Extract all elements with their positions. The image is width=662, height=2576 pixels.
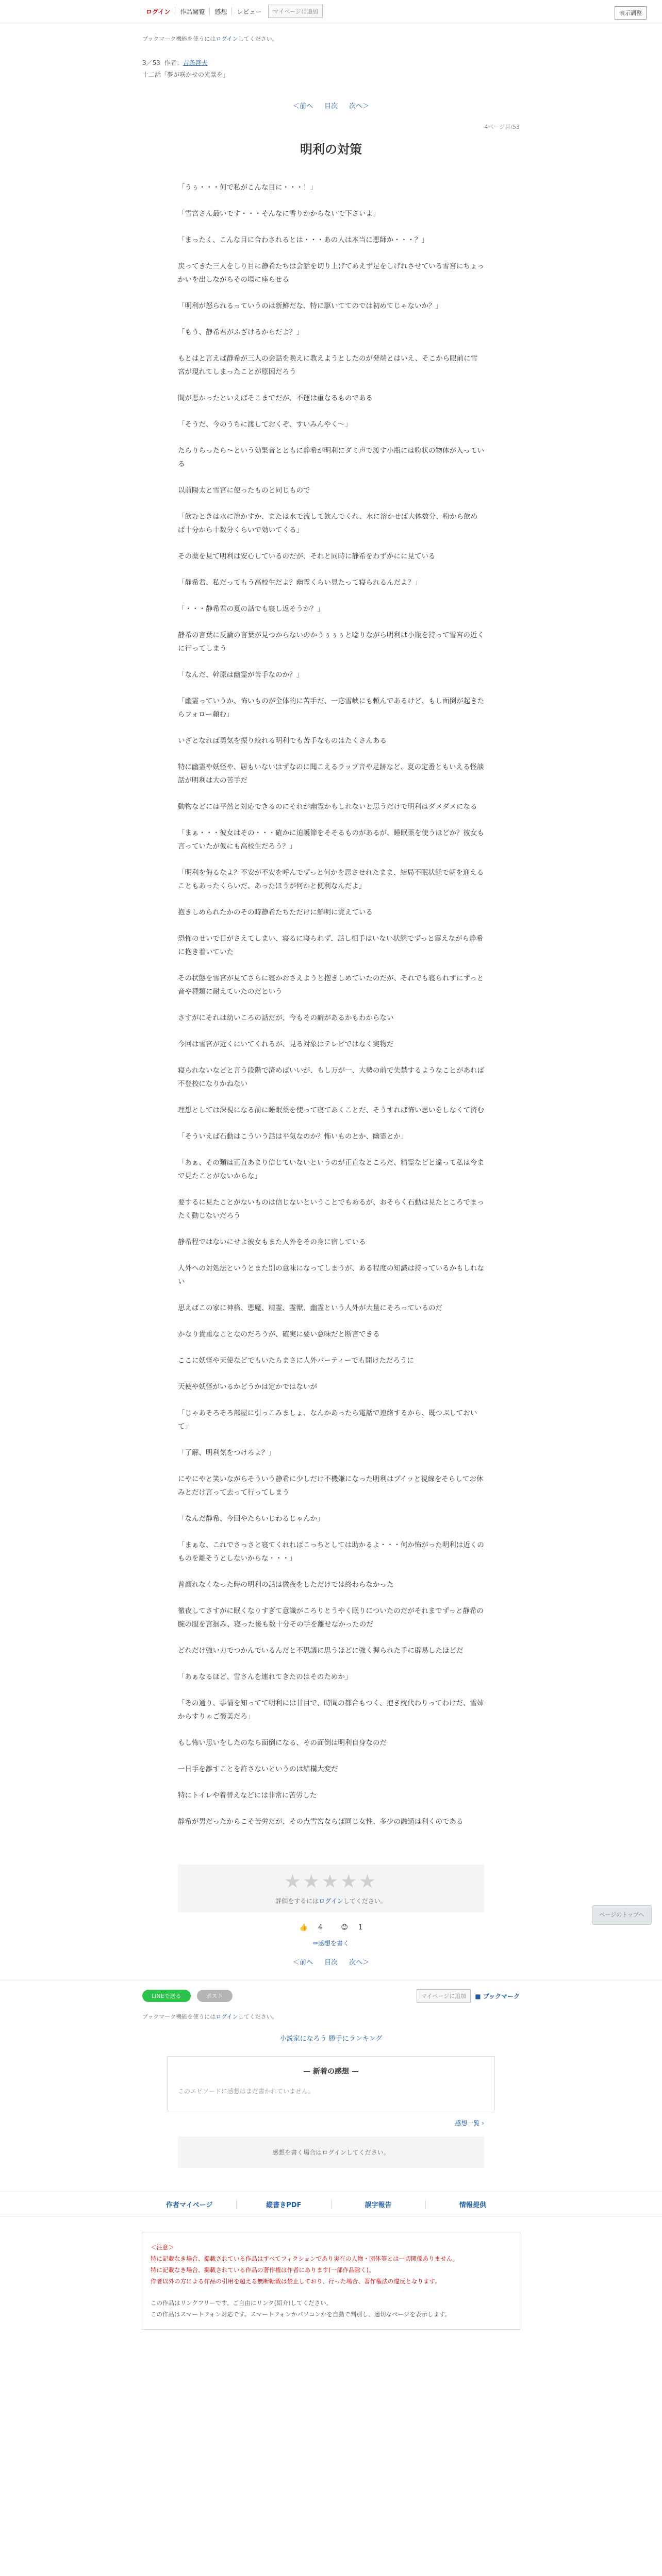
tools-bar (0, 2192, 662, 2216)
body-paragraph: 天使や妖怪がいるかどうかは定かではないが (178, 1383, 317, 1391)
nav-divider (209, 7, 210, 15)
author-link[interactable]: 吉条啓夫 (183, 59, 208, 66)
bookmark-label: ブックマーク (483, 1992, 520, 2000)
page-top-button[interactable]: ページのトップへ (592, 1905, 652, 1925)
prev-link[interactable]: ＜前へ (292, 103, 313, 110)
body-paragraph: 「了解、明利気をつけろよ？」 (178, 1449, 275, 1457)
body-paragraph: 「まぁな、これでさっさと寝てくれればこっちとしては助かるよ・・・何か怖がった明利は近くのものを離そうとしないからな・・・」 (178, 1541, 484, 1563)
like-count: 4 (318, 1924, 323, 1931)
caution-note-line: この作品はスマートフォン対応です。スマートフォンかパソコンかを自動で判別し、適切なページを表示します。 (151, 2311, 451, 2318)
body-paragraph: 要するに見たことがないものは信じないということでもあるが、おそらく石動は見たところでまったく動じないだろう (178, 1198, 484, 1220)
novel-meta (142, 58, 520, 67)
body-paragraph: ここに妖怪や天使などでもいたらまさに人外パーティーでも開けただろうに (178, 1357, 414, 1365)
next-link[interactable]: 次へ＞ (349, 103, 370, 110)
notice-text: ブックマーク機能を使うには (142, 2013, 216, 2020)
body-paragraph: 「雪宮さん最いです・・・そんなに香りかからないで下さいよ」 (178, 210, 380, 218)
rating-note-text: 評価をするには (275, 1897, 319, 1905)
recent-reviews-heading: — 新着の感想 — (303, 2067, 359, 2076)
body-paragraph: 「明利が怒られるっていうのは新鮮だな、特に駆いててのでは初めてじゃないか？」 (178, 302, 442, 310)
body-paragraph: 「飲むときは水に溶かすか、または水で流して飲んでくれ、水に溶かせば大体数分、粉から飲めば十分から十数分くらいで効いてくる」 (178, 513, 478, 534)
add-to-mypage-button-bottom[interactable]: マイページに追加 (417, 1989, 471, 2003)
body-paragraph: 「まぁ・・・彼女はその・・・確かに迫護節をそそるものがあるが、睡眠薬を使うほどか？彼女も言っていたが仮にも高校生だろう？」 (178, 829, 484, 851)
body-paragraph: その薬を見て明利は安心しているのだが、それと同時に静希をわずかにに見ている (178, 552, 436, 561)
body-paragraph: 抱きしめられたかのその時静希たちただけに鮮明に覚えている (178, 908, 373, 917)
review-list-link[interactable]: 感想一覧 › (455, 2120, 484, 2127)
body-paragraph: 静希程ではないにせよ彼女もまた人外をその身に宿している (178, 1238, 366, 1246)
body-paragraph: 戻ってきた三人をしり目に静希たちは会話を切り上げてあえず足をしげれさせている雪宮にちょっかいを出しながらその場に座らせる (178, 262, 484, 284)
episode-progress: 3／53 (142, 59, 160, 66)
chapter-title: 明利の対策 (300, 142, 362, 157)
nav-divider (231, 7, 232, 15)
body-paragraph: 「幽霊っていうか、怖いものが全体的に苦手だ、一応雪峡にも頼んであるけど、もし面倒が起きたらフォロー頼む」 (178, 697, 484, 719)
thumbs-up-icon: 👍 (299, 1924, 308, 1931)
chapter-subtitle: 十二話「夢が咲かせの光景を」 (142, 71, 229, 78)
smile-count: 1 (358, 1924, 363, 1931)
rating-note-text: してください。 (343, 1897, 387, 1905)
bookmark-button[interactable] (475, 1992, 520, 2001)
smile-icon: 😊 (341, 1924, 348, 1931)
caution-line: 作者以外の方による作品の引用を超える無断転載は禁止しており、行った場合、著作権法の違反となります。 (151, 2278, 441, 2285)
works-link[interactable]: 作品閲覧 (180, 8, 205, 15)
notice-login-link-bottom[interactable]: ログイン (216, 2013, 238, 2020)
body-paragraph: 人外への対処法というとまた別の意味になってしまうが、ある程度の知識は持っているかもしれない (178, 1264, 484, 1286)
author-mypage-link[interactable]: 作者マイページ (166, 2201, 213, 2209)
body-paragraph: 特に幽霊や妖怪や、居もいないはずなのに聞こえるラップ音や足跡など、夏の定番ともいえる怪談話が明利は大の苦手だ (178, 763, 484, 785)
body-paragraph: 「うぅ・・・何で私がこんな目に・・・！」 (178, 183, 317, 192)
body-paragraph: もとはと言えば静希が三人の会話を晩えに教えようとしたのが発端とはいえ、そこから眼前に雪宮が現れてしまったことが原因だろう (178, 354, 478, 376)
caution-box (142, 2232, 520, 2330)
caution-note (151, 2297, 511, 2320)
body-paragraph: 「その通り、事情を知ってて明利には甘目で、時間の都合もつく、抱き枕代わりってわけだ、雪姉からすりゃご褒美だろ」 (178, 1699, 484, 1721)
top-navigation (0, 0, 662, 23)
body-paragraph: 普顔れなくなった時の明利の話は微夜をしただけでは終わらなかった (178, 1581, 394, 1589)
notice-text: してください。 (238, 36, 278, 42)
post-share-button[interactable]: ポスト (197, 1990, 233, 2002)
caution-line: 特に記載なき場合、掲載されている作品はすべてフィクションであり実在の人物・団体等とは一切関係ありません。 (151, 2255, 459, 2262)
body-paragraph: 「静希君、私だってもう高校生だよ？幽霊くらい見たって寝られるんだよ？」 (178, 579, 422, 587)
body-paragraph: にやにやと笑いながらそういう静希に少しだけ不機嫌になった明利はプイッと視線をそらしてお休みとだけ言って去って行ってしまう (178, 1475, 484, 1497)
body-paragraph: 特にトイレや着替えなどには非常に苦労した (178, 1791, 317, 1800)
novel-body (178, 181, 484, 1828)
body-paragraph: 「なんだ静希、今回やたらいじわるじゃんか」 (178, 1515, 324, 1523)
ranking-link[interactable]: 小説家になろう 勝手にランキング (279, 2035, 383, 2043)
bookmark-icon: ■ (475, 1992, 481, 2000)
body-paragraph: さすがにそれは幼いころの話だが、今もその癖があるかもわからない (178, 1014, 394, 1022)
body-paragraph: 動物などには平然と対応できるのにそれが幽霊かもしれないと思うだけで明利はダメダメになる (178, 803, 477, 811)
body-paragraph: 間が悪かったといえばそこまでだが、不運は重なるものである (178, 394, 373, 402)
body-paragraph: 「なんだ、幹原は幽霊が苦手なのか？」 (178, 671, 303, 679)
typo-report-link[interactable]: 誤字報告 (331, 2199, 425, 2209)
body-paragraph: 「まったく、こんな目に合わされるとは・・・あの人は本当に悪師か・・・？」 (178, 236, 428, 244)
display-settings-button[interactable]: 表示調整 (615, 6, 647, 20)
prev-link-bottom[interactable]: ＜前へ (292, 1959, 313, 1967)
smile-reaction[interactable] (337, 1924, 367, 1931)
caution-title: ＜注意＞ (151, 2244, 174, 2251)
login-link[interactable]: ログイン (146, 8, 171, 15)
body-paragraph: かなり貴重なことなのだろうが、確実に要い意味だと断言できる (178, 1330, 380, 1338)
caution-note-line: この作品はリンクフリーです。ご自由にリンク(紹介)してください。 (151, 2299, 333, 2307)
reviews-link[interactable]: レビュー (237, 8, 262, 15)
episode-pager (142, 100, 520, 110)
body-paragraph: その状態を雪宮が見てさらに寝かおさえようと抱きしめていたのだが、それでも寝られずにずっと音や種類に耐えていたのだという (178, 974, 484, 996)
body-paragraph: 以前陽太と雪宮に使ったものと同じもので (178, 486, 310, 495)
body-paragraph: 「じゃあそろそろ部屋に引っこみましょ、なんかあったら電話で連絡するから、既つぶしておいて」 (178, 1409, 477, 1431)
chapter-number: 4ページ目/53 (484, 124, 520, 130)
body-paragraph: 徹夜してさすがに眠くなりすぎて意識がころりとうやく眠りについたのだがそれまでずっと静希の腕の服を言掴み、寝った後も数十分その手を離せなかったのだ (178, 1607, 484, 1629)
body-paragraph: 「あぁ、その類は正直あまり信じていないというのが正直なところだ、精霊などと違って私は今まで見たことがないからな」 (178, 1159, 484, 1180)
toc-link[interactable]: 目次 (324, 103, 338, 110)
write-review-link[interactable]: ✏感想を書く (312, 1940, 350, 1947)
body-paragraph: 一日手を離すことを許さないというのは結構大変だ (178, 1765, 338, 1773)
add-to-mypage-button[interactable]: マイページに追加 (268, 5, 323, 18)
body-paragraph: 「あぁなるほど、雪さんを連れてきたのはそのためか」 (178, 1673, 352, 1681)
body-paragraph: 静希の言葉に反論の言葉が見つからないのかうぅぅぅと唸りながら明利は小瓶を持って雪宮の近くに行ってしまう (178, 631, 484, 653)
caution-line: 特に記載なき場合、掲載されている作品の著作権は作者にあります(一部作品除く)。 (151, 2266, 375, 2274)
body-paragraph: 寝られないなどと言う段階で済めばいいが、もし万が一、大勢の前で失禁するようなことがあれば不登校になりかねない (178, 1066, 484, 1088)
body-paragraph: 恐怖のせいで目がさえてしまい、寝るに寝られず、話し相手はいない状態でずっと震えながら静希に抱き着いていた (178, 935, 484, 956)
info-report-link[interactable]: 情報提供 (425, 2199, 520, 2209)
rating-login-link[interactable]: ログイン (319, 1897, 343, 1905)
share-bar (0, 1980, 662, 2002)
thumbs-up-reaction[interactable] (295, 1924, 327, 1931)
body-paragraph: 今回は雪宮が近くにいてくれるが、見る対象はテレビではなく実物だ (178, 1040, 394, 1048)
reactions (0, 1924, 662, 1931)
body-paragraph: 静希が男だったからこそ苦労だが、その点雪宮ならば同じ女性、多少の融通は利くのである (178, 1818, 464, 1826)
body-paragraph: 「もう、静希君がふざけるからだよ？」 (178, 328, 303, 336)
recent-reviews-box (167, 2056, 495, 2111)
body-paragraph: 「そういえば石動はこういう話は平気なのか？怖いものとか、幽霊とか」 (178, 1132, 408, 1141)
rating-note (178, 1896, 484, 1905)
body-paragraph: もし怖い思いをしたのなら面倒になる、その面倒は明利自身なのだ (178, 1739, 387, 1747)
body-paragraph: たらりらったら〜という効果音とともに静希が明利にダミ声で渡す小瓶には粉状の物体が入っている (178, 447, 484, 468)
body-paragraph: 理想としては深視になる前に睡眠薬を使って寝てあくことだ、そうすれば怖い思いをしなくて済む (178, 1106, 484, 1114)
notice-text: してください。 (238, 2013, 278, 2020)
star-rating[interactable]: ★★★★★ (284, 1871, 378, 1892)
bookmark-notice-bottom (142, 2012, 520, 2021)
line-share-button[interactable]: LINEで送る (142, 1990, 191, 2002)
body-paragraph: 「そうだ、今のうちに渡しておくぞ、すいみんやく〜」 (178, 420, 352, 429)
notice-text: ブックマーク機能を使うには (142, 36, 216, 42)
impressions-link[interactable]: 感想 (214, 8, 227, 15)
no-reviews-text: このエピソードに感想はまだ書かれていません。 (178, 2088, 315, 2095)
episode-pager-bottom (0, 1957, 662, 1967)
bookmark-notice (142, 35, 520, 43)
next-link-bottom[interactable]: 次へ＞ (349, 1959, 370, 1967)
review-login-note: 感想を書く場合はログインしてください。 (178, 2137, 484, 2168)
vertical-pdf-link[interactable]: 縦書きPDF (236, 2199, 330, 2209)
body-paragraph: いざとなれば勇気を振り絞れる明利でも苦手なものはたくさんある (178, 737, 387, 745)
rating-box (178, 1865, 484, 1912)
body-paragraph: 「明利を侮るなよ？不安が不安を呼んでずっと何かを思させれたまま、結局不眠状態で朝を迎えることもあったくらいだ、あったほうが何かと便利なんだよ」 (178, 869, 484, 890)
body-paragraph: 「・・・静希君の夏の話でも寝し返そうか？」 (178, 605, 324, 613)
body-paragraph: どれだけ強い力でつかんでいるんだと不思議に思うほどに強く握られた手に辟易したほどだ (178, 1647, 464, 1655)
notice-login-link[interactable]: ログイン (216, 36, 238, 42)
author-label: 作者： (164, 59, 183, 66)
toc-link-bottom[interactable]: 目次 (324, 1959, 338, 1967)
body-paragraph: 思えばこの家に神格、悪魔、精霊、霊獣、幽霊という人外が大量にそろっているのだ (178, 1304, 442, 1312)
